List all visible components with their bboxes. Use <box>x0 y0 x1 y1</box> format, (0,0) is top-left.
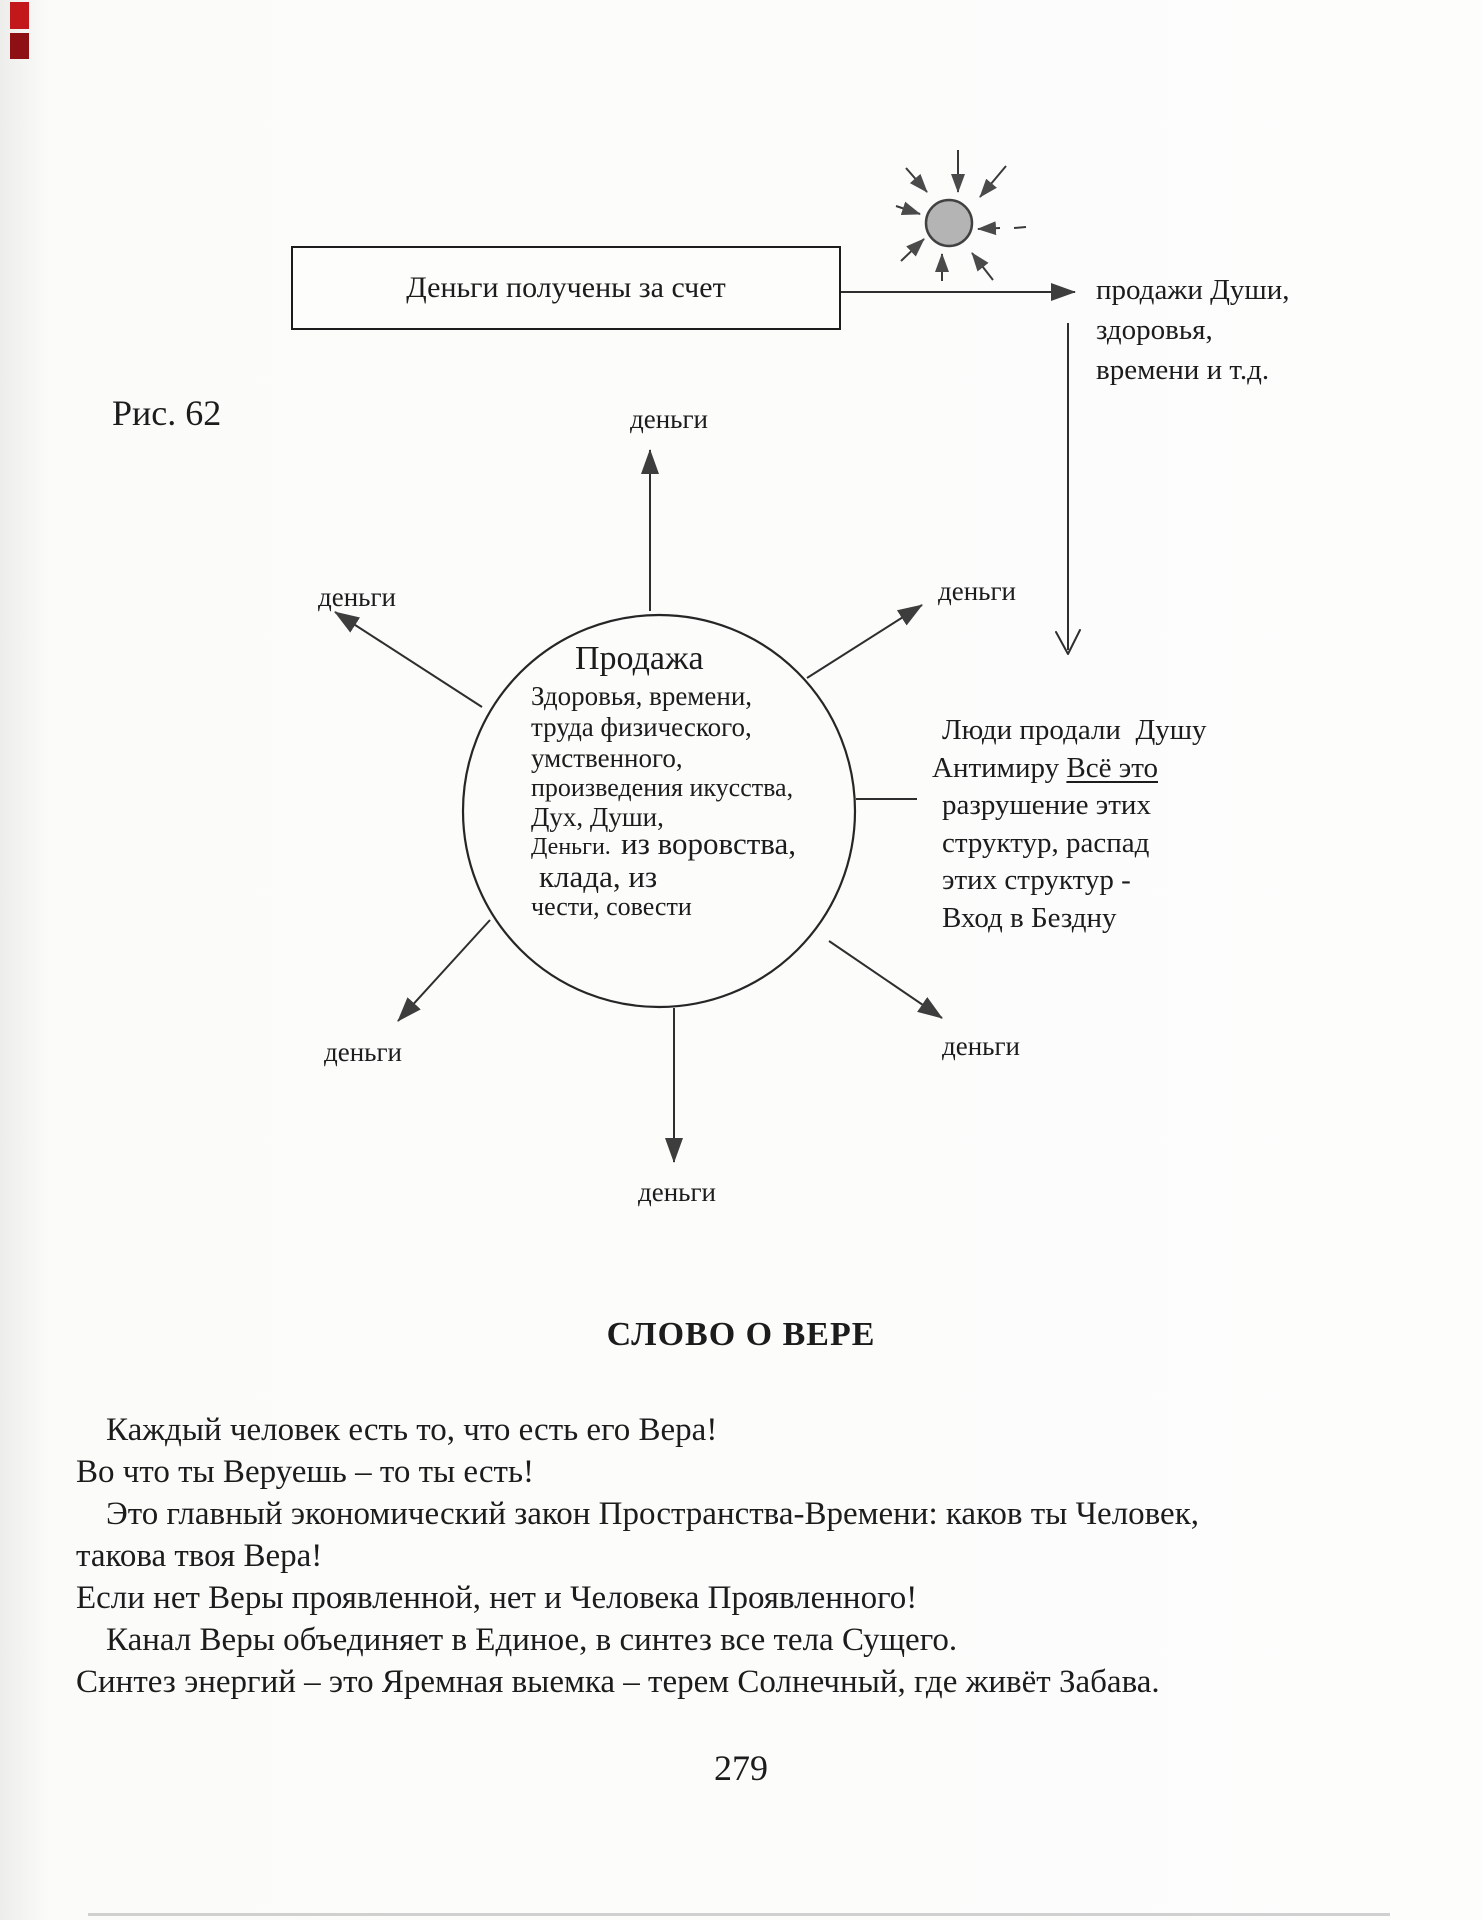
antiworld-note-line: Вход в Бездну <box>942 901 1117 934</box>
circle-line-big: из воровства, <box>621 826 797 861</box>
money-arrow-upper-right <box>807 605 922 678</box>
body-text-line: Канал Веры объединяет в Единое, в синтез все тела Сущего. <box>106 1622 958 1658</box>
body-text <box>76 1409 1406 1703</box>
circle-line: умственного, <box>531 743 683 773</box>
money-arrow-lower-right <box>829 941 942 1018</box>
sun-icon <box>896 150 1026 281</box>
body-text-line: Во что ты Веруешь – то ты есть! <box>76 1454 534 1490</box>
body-text-line: Если нет Веры проявленной, нет и Человека Проявленного! <box>76 1580 918 1616</box>
money-label-upper-right: деньги <box>938 576 1017 606</box>
antiworld-note-line: этих структур - <box>942 864 1131 896</box>
circle-title: Продажа <box>575 640 704 677</box>
antiworld-note-line: структур, распад <box>942 826 1150 859</box>
money-source-box <box>291 246 841 330</box>
scan-edge-line <box>88 1913 1390 1916</box>
antiworld-note-underlined: Всё это <box>1066 751 1158 784</box>
body-text-line: Синтез энергий – это Яремная выемка – терем Солнечный, где живёт Забава. <box>76 1664 1160 1700</box>
money-label-upper-left: деньги <box>318 582 397 612</box>
circle-line: произведения икусства, <box>531 773 794 802</box>
scan-red-mark-bottom <box>10 33 29 59</box>
money-label-top: деньги <box>630 404 709 434</box>
circle-line-small: Деньги. <box>531 834 611 860</box>
sold-note-line: времени и т.д. <box>1096 354 1270 386</box>
money-source-box-label: Деньги получены за счет <box>406 271 726 304</box>
antiworld-note-line: разрушение этих <box>942 789 1151 821</box>
money-arrow-lower-left <box>398 920 490 1021</box>
antiworld-note-line <box>932 750 1232 788</box>
sold-note-line: здоровья, <box>1096 314 1213 346</box>
section-heading: СЛОВО О ВЕРЕ <box>606 1316 876 1353</box>
body-text-line: такова твоя Вера! <box>76 1538 323 1574</box>
scan-red-mark-top <box>10 2 29 29</box>
money-label-lower-right: деньги <box>942 1031 1021 1061</box>
circle-line: чести, совести <box>531 892 692 921</box>
money-label-bottom: деньги <box>638 1177 717 1207</box>
descent-arrow <box>1056 323 1080 654</box>
money-label-lower-left: деньги <box>324 1037 403 1067</box>
antiworld-note <box>932 712 1232 937</box>
antiworld-note-text: Антимиру <box>932 751 1067 784</box>
circle-line: Дух, Души, <box>531 802 664 832</box>
circle-line: Здоровья, времени, <box>531 681 753 711</box>
figure-label: Рис. 62 <box>112 393 222 433</box>
sold-note <box>1096 270 1290 390</box>
page-number: 279 <box>714 1748 768 1788</box>
circle-line: труда физического, <box>531 712 752 742</box>
circle-line-big: клада, из <box>539 859 658 894</box>
money-arrow-upper-left <box>335 612 482 707</box>
antiworld-note-line: Люди продали Душу <box>942 714 1207 746</box>
body-text-line: Каждый человек есть то, что есть его Вера! <box>106 1412 718 1448</box>
sold-note-line: продажи Души, <box>1096 274 1290 306</box>
body-text-line: Это главный экономический закон Пространства-Времени: каков ты Человек, <box>106 1496 1199 1532</box>
